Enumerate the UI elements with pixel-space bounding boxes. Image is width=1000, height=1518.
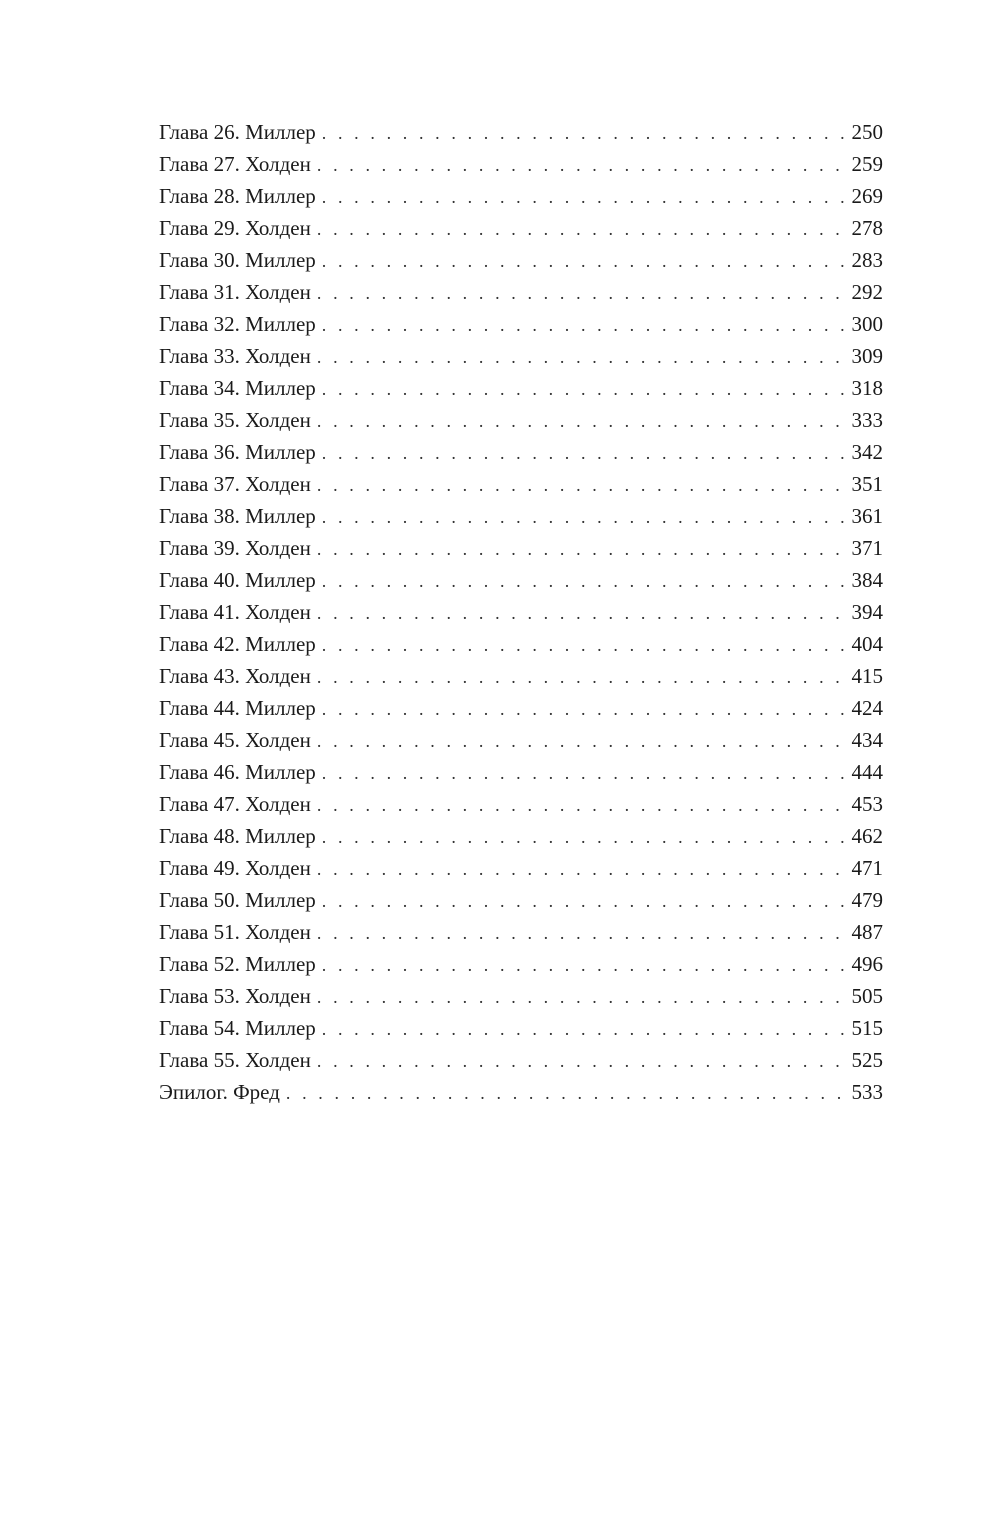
toc-entry-page: 351: [851, 472, 883, 496]
toc-entry-title: Глава 34. Миллер: [159, 376, 316, 400]
toc-entry-page: 404: [851, 632, 883, 656]
toc-dot-leader: [286, 1077, 846, 1109]
toc-entry-page: 496: [851, 952, 883, 976]
toc-entry-page: 342: [851, 440, 883, 464]
toc-entry-title: Глава 50. Миллер: [159, 888, 316, 912]
toc-entry-page: 471: [851, 856, 883, 880]
toc-entry-title: Глава 26. Миллер: [159, 120, 316, 144]
table-of-contents: [159, 116, 883, 1108]
toc-entry-page: 462: [851, 824, 883, 848]
toc-entry: [159, 724, 883, 756]
toc-entry-page: 318: [851, 376, 883, 400]
toc-dot-leader: [317, 1045, 846, 1077]
toc-dot-leader: [322, 693, 846, 725]
toc-entry: [159, 436, 883, 468]
toc-entry: [159, 852, 883, 884]
toc-entry-title: Глава 46. Миллер: [159, 760, 316, 784]
toc-entry-epilogue: [159, 1076, 883, 1108]
toc-dot-leader: [322, 629, 846, 661]
toc-entry: [159, 372, 883, 404]
toc-entry-page: 309: [851, 344, 883, 368]
toc-entry-page: 434: [851, 728, 883, 752]
toc-entry: [159, 276, 883, 308]
toc-dot-leader: [317, 469, 846, 501]
toc-entry-page: 384: [851, 568, 883, 592]
toc-entry-page: 259: [851, 152, 883, 176]
toc-dot-leader: [317, 149, 846, 181]
toc-entry: [159, 628, 883, 660]
toc-entry: [159, 820, 883, 852]
toc-dot-leader: [317, 597, 846, 629]
toc-entry-page: 479: [851, 888, 883, 912]
toc-entry-title: Глава 47. Холден: [159, 792, 311, 816]
toc-entry-page: 283: [851, 248, 883, 272]
toc-entry-title: Глава 42. Миллер: [159, 632, 316, 656]
toc-entry: [159, 756, 883, 788]
toc-entry-title: Глава 32. Миллер: [159, 312, 316, 336]
toc-dot-leader: [317, 213, 846, 245]
toc-dot-leader: [317, 725, 846, 757]
toc-entry: [159, 660, 883, 692]
toc-entry: [159, 692, 883, 724]
toc-entry: [159, 500, 883, 532]
toc-entry-title: Глава 31. Холден: [159, 280, 311, 304]
toc-entry-title: Глава 35. Холден: [159, 408, 311, 432]
toc-dot-leader: [322, 885, 846, 917]
toc-entry-title: Глава 55. Холден: [159, 1048, 311, 1072]
toc-dot-leader: [317, 789, 846, 821]
toc-dot-leader: [317, 341, 846, 373]
toc-entry: [159, 884, 883, 916]
toc-entry: [159, 980, 883, 1012]
toc-entry-title: Глава 41. Холден: [159, 600, 311, 624]
toc-dot-leader: [322, 373, 846, 405]
toc-entry-title: Глава 53. Холден: [159, 984, 311, 1008]
toc-entry-title: Глава 27. Холден: [159, 152, 311, 176]
toc-entry-title: Глава 51. Холден: [159, 920, 311, 944]
toc-entry-title: Глава 54. Миллер: [159, 1016, 316, 1040]
toc-entry-page: 525: [851, 1048, 883, 1072]
toc-dot-leader: [322, 821, 846, 853]
toc-entry-page: 278: [851, 216, 883, 240]
toc-entry-title: Глава 38. Миллер: [159, 504, 316, 528]
toc-entry-page: 415: [851, 664, 883, 688]
toc-entry-page: 300: [851, 312, 883, 336]
toc-entry-page: 424: [851, 696, 883, 720]
toc-dot-leader: [322, 501, 846, 533]
toc-entry: [159, 180, 883, 212]
toc-dot-leader: [317, 661, 846, 693]
toc-dot-leader: [322, 1013, 846, 1045]
toc-entry-page: 250: [851, 120, 883, 144]
toc-entry-page: 333: [851, 408, 883, 432]
toc-dot-leader: [322, 949, 846, 981]
toc-entry-title: Глава 29. Холден: [159, 216, 311, 240]
toc-entry-title: Глава 44. Миллер: [159, 696, 316, 720]
toc-dot-leader: [317, 277, 846, 309]
toc-dot-leader: [317, 405, 846, 437]
toc-entry: [159, 1012, 883, 1044]
toc-entry-page: 444: [851, 760, 883, 784]
toc-entry: [159, 1044, 883, 1076]
toc-entry-title: Глава 33. Холден: [159, 344, 311, 368]
toc-entry: [159, 468, 883, 500]
toc-entry: [159, 148, 883, 180]
toc-entry-title: Глава 37. Холден: [159, 472, 311, 496]
toc-entry-title: Глава 48. Миллер: [159, 824, 316, 848]
toc-entry: [159, 532, 883, 564]
toc-entry-page: 292: [851, 280, 883, 304]
toc-dot-leader: [322, 437, 846, 469]
toc-entry: [159, 116, 883, 148]
toc-entry-title: Глава 45. Холден: [159, 728, 311, 752]
toc-entry-title: Глава 30. Миллер: [159, 248, 316, 272]
toc-entry: [159, 404, 883, 436]
toc-entry-page: 269: [851, 184, 883, 208]
toc-dot-leader: [317, 981, 846, 1013]
toc-entry: [159, 788, 883, 820]
toc-dot-leader: [322, 309, 846, 341]
toc-entry-page: 515: [851, 1016, 883, 1040]
toc-entry: [159, 212, 883, 244]
toc-entry: [159, 948, 883, 980]
toc-entry-title: Глава 36. Миллер: [159, 440, 316, 464]
toc-entry-page: 487: [851, 920, 883, 944]
toc-dot-leader: [322, 757, 846, 789]
toc-entry: [159, 340, 883, 372]
toc-dot-leader: [322, 181, 846, 213]
toc-entry-page: 505: [851, 984, 883, 1008]
toc-entry-title: Эпилог. Фред: [159, 1080, 280, 1104]
toc-dot-leader: [322, 117, 846, 149]
toc-entry-title: Глава 43. Холден: [159, 664, 311, 688]
toc-entry-page: 453: [851, 792, 883, 816]
toc-entry: [159, 244, 883, 276]
toc-entry-page: 394: [851, 600, 883, 624]
toc-dot-leader: [322, 245, 846, 277]
toc-entry: [159, 308, 883, 340]
toc-entry-title: Глава 40. Миллер: [159, 568, 316, 592]
toc-dot-leader: [317, 533, 846, 565]
toc-entry: [159, 916, 883, 948]
toc-entry-title: Глава 39. Холден: [159, 536, 311, 560]
toc-entry-page: 361: [851, 504, 883, 528]
toc-entry-title: Глава 52. Миллер: [159, 952, 316, 976]
toc-entry: [159, 596, 883, 628]
toc-entry-page: 533: [851, 1080, 883, 1104]
toc-entry-title: Глава 49. Холден: [159, 856, 311, 880]
toc-entry-page: 371: [851, 536, 883, 560]
toc-entry: [159, 564, 883, 596]
toc-entry-title: Глава 28. Миллер: [159, 184, 316, 208]
toc-dot-leader: [317, 917, 846, 949]
toc-dot-leader: [317, 853, 846, 885]
toc-dot-leader: [322, 565, 846, 597]
